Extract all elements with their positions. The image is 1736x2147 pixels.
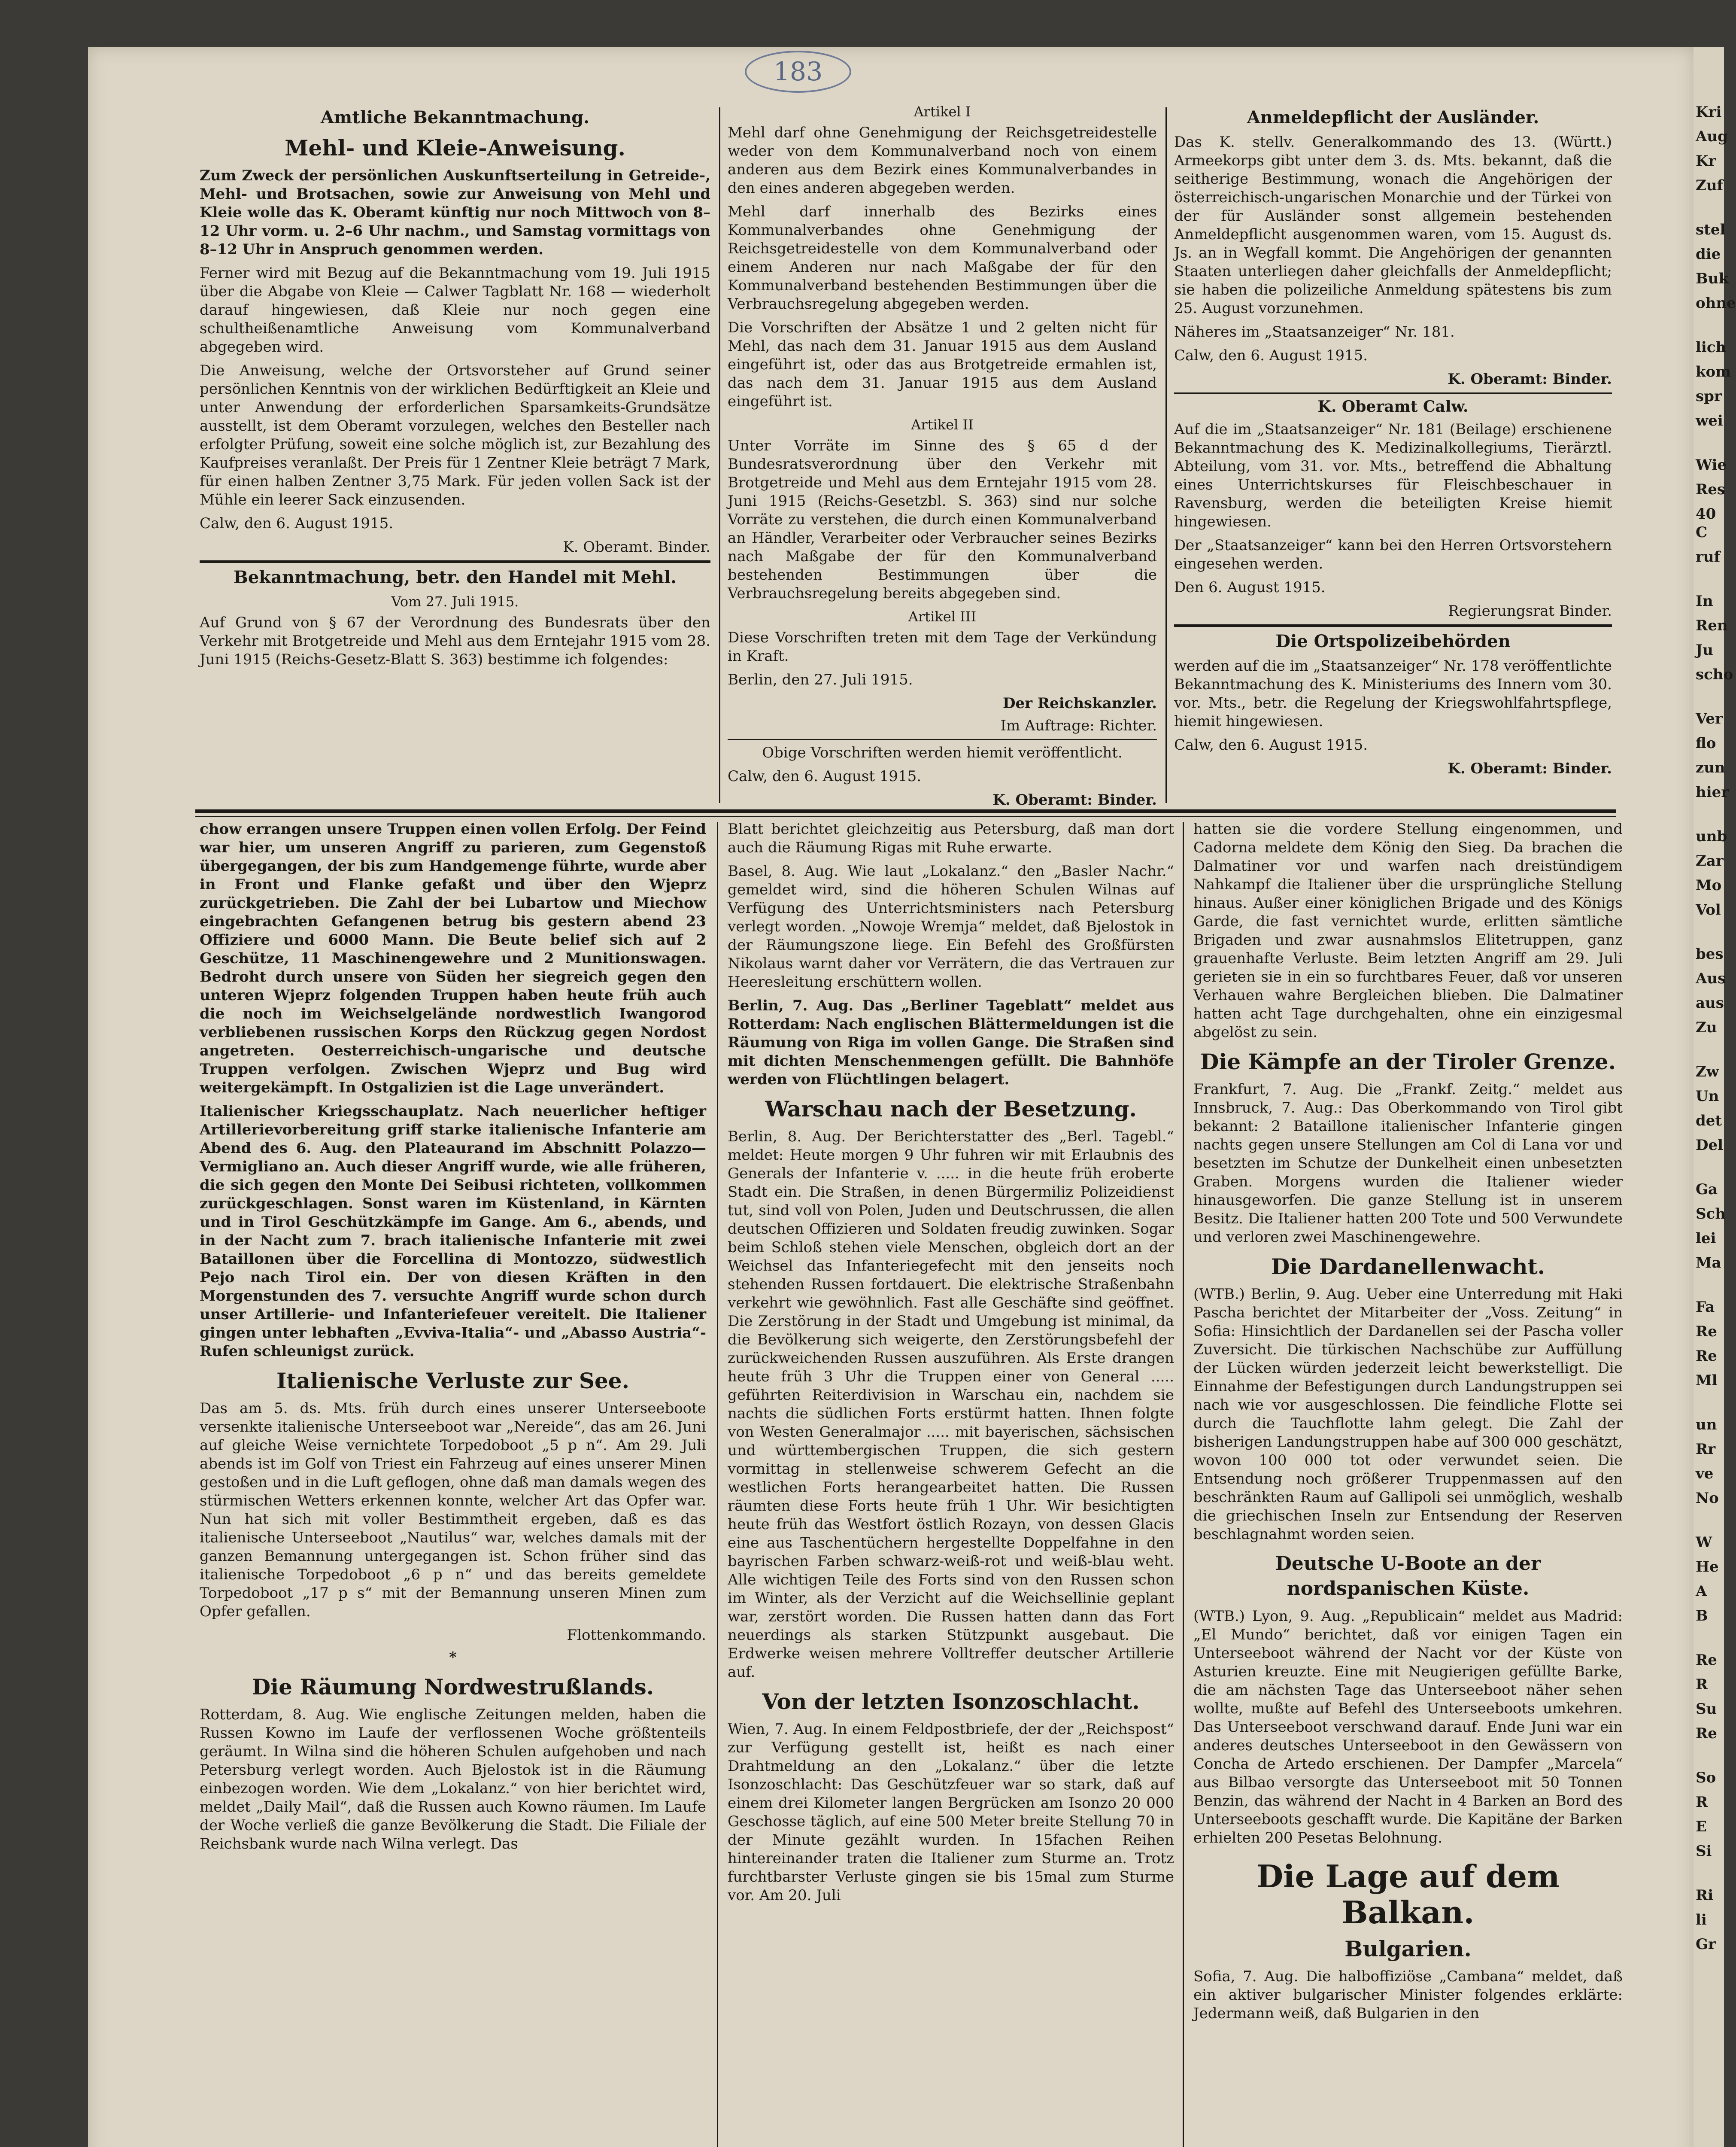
paragraph: Rotterdam, 8. Aug. Wie englische Zeitungen melden, haben die Russen Kowno im Laufe der verflossenen Woche größtenteils geräumt. In Wilna sind die höheren Schulen aufgehoben und nach Petersburg verlegt worden. Auch Bjelostok ist in die Räumung einbezogen worden. Wie dem „Lokalanz.“ von hier berichtet wird, meldet „Daily Mail“, daß die Russen auch Kowno räumen. Im Laufe der Woche verließ die ganze Bevölkerung die Stadt. Die Filiale der Reichsbank wurde nach Wilna verlegt. Das [200,1706,706,1852]
paragraph: Der „Staatsanzeiger“ kann bei den Herren Ortsvorstehern eingesehen werden. [1174,537,1612,572]
facing-page-fragments [1696,103,1736,1960]
facing-page-fragment: Res [1696,481,1726,498]
facing-page-fragment: A [1696,1583,1707,1600]
facing-page-fragment: R [1696,1676,1708,1693]
facing-page-fragment: Re [1696,1651,1717,1669]
heading-ortspolizei: Die Ortspolizeibehörden [1275,631,1511,651]
dateline: Calw, den 6. August 1915. [728,768,922,785]
signature: Der Reichskanzler. [1002,695,1157,712]
heading-handel-mehl: Bekanntmachung, betr. den Handel mit Mehl. [234,567,677,587]
facing-page-fragment: stel [1696,221,1726,238]
facing-page-fragment: Mo [1696,877,1722,894]
article-label: Artikel I [914,103,971,120]
facing-page-fragment: Re [1696,1725,1717,1742]
column-rule [1183,822,1184,2147]
paragraph: Basel, 8. Aug. Wie laut „Lokalanz.“ den „Basler Nachr.“ gemeldet wird, sind die höheren Schulen Wilnas auf Verfügung des Unterrichtsministers nach Petersburg verlegt worden. „Nowoje Wremja“ meldet, daß Bjelostok in der Räumungszone liege. Ein Befehl des Großfürsten Nikolaus warnt daher vor Verrätern, die das Vertrauen zur Heeresleitung erschüttern wollen. [728,863,1174,991]
facing-page-fragment: Kri [1696,103,1722,121]
facing-page-fragment: scho [1696,666,1733,683]
facing-page-fragment: Zu [1696,1019,1717,1036]
facing-page-fragment: Si [1696,1843,1712,1860]
facing-page-fragment: He [1696,1558,1719,1575]
facing-page-fragment: bes [1696,946,1724,963]
news-col3 [1193,820,1623,2147]
facing-page-fragment: Vol [1696,901,1721,918]
facing-page-fragment: lei [1696,1230,1716,1247]
paragraph: Berlin, 8. Aug. Der Berichterstatter des „Berl. Tagebl.“ meldet: Heute morgen 9 Uhr fuhren wir mit Erlaubnis des Generals der Infanterie v. ..... in die heute früh eroberte Stadt ein. Die Straßen, in denen Bürgermiliz Polizeidienst tut, sind voll von Polen, Juden und Deutschrussen, die allen deutschen Offizieren und Soldaten freudig zuwinken. Sogar beim Schloß stehen viele Menschen, obgleich dort an der Weichsel das Infanteriegefecht mit den jenseits noch stehenden Russen fortdauert. Die elektrische Straßenbahn verkehrt wie gewöhnlich. Fast alle Geschäfte sind geöffnet. Die Zerstörung in der Stadt und Umgebung ist minimal, da die Bevölkerung sich weigerte, den Zerstörungsbefehl der zurückweichenden Russen auszuführen. Als Erste drangen heute früh 3 Uhr die Truppen einer von General ..... geführten Reiterdivision in Warschau ein, nachdem sie nachts die südlichen Forts erstürmt hatten. Ihnen folgte von Westen Generalmajor ..... mit bayerischen, sächsischen und württembergischen Truppen, die sich gestern vormittag in stellenweise schwerem Gefecht an die westlichen Forts herangearbeitet hatten. Die Russen räumten diese Forts heute früh 1 Uhr. Wir besichtigten heute früh das Westfort östlich Rozayn, von dessen Glacis eine aus Taschentüchern hergestellte Doppelfahne in den bayrischen Farben schwarz-weiß-rot und weiß-blau weht. Alle wichtigen Teile des Forts sind von den Russen schon im Winter, als der Verzicht auf die Weichsellinie geplant war, zerstört worden. Die Russen hatten dann das Fort neuerdings als starken Stützpunkt ausgebaut. Die Erdwerke weisen mehrere Volltreffer deutscher Artillerie auf. [728,1128,1174,1681]
facing-page-fragment: ohne [1696,295,1736,312]
paragraph: Mehl darf innerhalb des Bezirks eines Kommunalverbandes ohne Genehmigung der Reichsgetreidestelle von dem Kommunalverband oder einem Anderen nur nach Maßgabe der für den Kommunalverband bestehenden Bestimmungen über die Verbrauchsregelung abgegeben werden. [728,203,1157,313]
facing-page-fragment: No [1696,1490,1719,1507]
facing-page-fragment: lich [1696,339,1727,356]
facing-page-fragment: Zw [1696,1063,1719,1080]
paragraph: Näheres im „Staatsanzeiger“ Nr. 181. [1174,323,1455,341]
column-rule [1165,107,1167,803]
paragraph: Berlin, 7. Aug. Das „Berliner Tageblatt“ meldet aus Rotterdam: Nach englischen Blättermeldungen ist die Räumung von Riga im vollen Gange. Die Straßen sind mit dichten Menschenmengen gefüllt. Die Bahnhöfe werden von Flüchtlingen belagert. [728,997,1174,1088]
dateline: Calw, den 6. August 1915. [200,515,394,532]
paragraph: Die Vorschriften der Absätze 1 und 2 gelten nicht für Mehl, das nach dem 31. Januar 1915 aus dem Ausland eingeführt ist, oder das aus Brotgetreide ermahlen ist, das nach dem 31. Januar 1915 aus dem Ausland eingeführt ist. [728,319,1157,410]
column-rule [719,107,720,803]
paragraph: Wien, 7. Aug. In einem Feldpostbriefe, der der „Reichspost“ zur Verfügung gestellt ist, heißt es nach einer Drahtmeldung an den „Lokalanz.“ über die letzte Isonzoschlacht: Das Geschützfeuer war so stark, daß auf einem drei Kilometer langen Bergrücken am Isonzo 20 000 Geschosse täglich, auf eine 500 Meter breite Stellung 70 in der Minute gezählt wurden. In 15fachen Reihen hintereinander traten die Italiener zum Sturme an. Trotz furchtbarster Verluste gingen sie bis 15mal zum Sturme vor. Am 20. Juli [728,1721,1174,1904]
paragraph: (WTB.) Berlin, 9. Aug. Ueber eine Unterredung mit Haki Pascha berichtet der Mitarbeiter der „Voss. Zeitung“ in Sofia: Hinsichtlich der Dardanellen sei der Pascha voller Zuversicht. Die türkischen Nachschübe zur Auffüllung der Lücken würden jederzeit leicht bewerkstelligt. Die Einnahme der Befestigungen durch Landungstruppen sei nach wie vor ausgeschlossen. Die feindliche Flotte sei durch die Tauchflotte lahm gelegt. Die Zahl der bisherigen Landungstruppen habe auf 300 000 geschätzt, wovon 100 000 tot oder verwundet seien. Die Entsendung noch größerer Truppenmassen auf den beschränkten Raum auf Gallipoli sei unmöglich, weshalb die griechischen Inseln zur Entsendung der Reserven beschlagnahmt worden seien. [1193,1286,1623,1543]
facing-page-fragment: aus [1696,994,1724,1012]
facing-page-fragment: flo [1696,735,1716,752]
signature: K. Oberamt: Binder. [992,791,1157,809]
heading-verluste-see: Italienische Verluste zur See. [276,1368,629,1393]
paragraph: Italienischer Kriegsschauplatz. Nach neuerlicher heftiger Artillerievorbereitung griff starke italienische Infanterie am Abend des 6. Aug. den Plateaurand im Abschnitt Polazzo—Vermigliano an. Auch dieser Angriff wurde, wie alle früheren, die sich gegen den Monte Dei Seibusi richteten, vollkommen zurückgeschlagen. Sonst waren im Küstenland, in Kärnten und in Tirol Geschützkämpfe im Gange. Am 6., abends, und in der Nacht zum 7. brach italienische Infanterie mit zwei Bataillonen über die Forcellina di Montozzo, südwestlich Pejo nach Tirol ein. Der von diesen Kräften in den Morgenstunden des 7. versuchte Angriff wurde schon durch unser Artillerie- und Infanteriefeuer vereitelt. Die Italiener gingen unter lebhaften „Evviva-Italia“- und „Abasso Austria“-Rufen schleunigst zurück. [200,1103,706,1360]
facing-page-fragment: Ml [1696,1372,1718,1389]
facing-page-fragment: Rr [1696,1441,1716,1458]
facing-page-fragment: spr [1696,388,1722,405]
paragraph: Das K. stellv. Generalkommando des 13. (Württ.) Armeekorps gibt unter dem 3. ds. Mts. bekannt, daß die seitherige Bestimmung, wonach die Angehörigen der österreichisch-ungarischen Monarchie und der Türkei von der für Ausländer sonst allgemein bestehenden Anmeldepflicht ausgenommen waren, vom 15. August ds. Js. an in Wegfall kommt. Die Angehörigen der genannten Staaten unterliegen daher gleichfalls der Anmeldepflicht; sie haben die polizeiliche Anmeldung spätestens bis zum 25. August vorzunehmen. [1174,134,1612,317]
newspaper-page [88,47,1694,2147]
facing-page-fragment: Aug [1696,128,1728,145]
divider [1174,624,1612,627]
facing-page-fragment: Ju [1696,642,1713,659]
facing-page-fragment: So [1696,1769,1716,1786]
facing-page-fragment: ruf [1696,548,1721,566]
section-rule [195,809,1616,813]
dateline: Calw, den 6. August 1915. [1174,736,1368,754]
pencil-page-number: 183 [745,51,851,93]
heading-isonzo: Von der letzten Isonzoschlacht. [762,1689,1140,1714]
paragraph: Sofia, 7. Aug. Die halboffiziöse „Cambana“ meldet, daß ein aktiver bulgarischer Minister folgendes erklärte: Jedermann weiß, daß Bulgarien in den [1193,1968,1623,2022]
facing-page-fragment: Zar [1696,852,1724,870]
facing-page-fragment: Fa [1696,1299,1715,1316]
paragraph: Das am 5. ds. Mts. früh durch eines unserer Unterseeboote versenkte italienische Unterseeboot war „Nereide“, das am 26. Juni auf gleiche Weise vernichtete Torpedoboot „5 p n“. Am 29. Juli abends ist im Golf von Triest ein Fahrzeug auf eines unserer Minen gestoßen und in die Luft geflogen, ohne daß man damals wegen des stürmischen Wetters erkennen konnte, welcher Art das Opfer war. Nun hat sich mit voller Bestimmtheit ergeben, daß es das italienische Unterseeboot „Nautilus“ war, welches damals mit der ganzen Bemannung untergegangen ist. Schon früher sind das italienische Torpedoboot „6 p n“ und das bereits gemeldete Torpedoboot „17 p s“ mit der Bemannung unseren Minen zum Opfer gefallen. [200,1400,706,1620]
column-rule [717,822,718,2147]
facing-page-fragment: Su [1696,1700,1717,1718]
facing-page-fragment: Buk [1696,270,1729,287]
article-label: Artikel II [911,417,974,433]
facing-page-fragment: E [1696,1818,1707,1835]
heading-tiroler-grenze: Die Kämpfe an der Tiroler Grenze. [1200,1049,1616,1074]
signature: Im Auftrage: Richter. [1000,717,1157,734]
facing-page-fragment: Un [1696,1088,1719,1105]
paragraph: werden auf die im „Staatsanzeiger“ Nr. 178 veröffentlichte Bekanntmachung des K. Ministeriums des Innern vom 30. vor. Mts., betr. die Regelung der Kriegswohlfahrtspflege, hiemit hingewiesen. [1174,657,1612,730]
facing-page-fragment: Kr [1696,152,1716,170]
facing-page-fragment: li [1696,1911,1707,1928]
dateline: Berlin, den 27. Juli 1915. [728,671,913,688]
section-rule-thin [195,816,1616,817]
paragraph: Die Anweisung, welche der Ortsvorsteher auf Grund seiner persönlichen Kenntnis von der wirklichen Bedürftigkeit an Kleie und unter Anwendung der erforderlichen Sparsamkeits-Grundsätze ausstellt, ist dem Oberamt vorzulegen, welches den Besteller nach erfolgter Prüfung, soweit eine solche möglich ist, zur Bezahlung des Kaufpreises veranlaßt. Der Preis für 1 Zentner Kleie beträgt 7 Mark, für einen halben Zentner 3,75 Mark. Für jeden vollen Sack ist der Mühle ein leerer Sack einzusenden. [200,362,710,508]
facing-page-fragment: B [1696,1607,1708,1624]
facing-page-fragment: Re [1696,1323,1717,1340]
facing-page-fragment: kom [1696,363,1731,380]
heading-raeumung: Die Räumung Nordwestrußlands. [252,1674,654,1700]
facing-page-fragment: In [1696,593,1713,610]
divider [728,739,1157,740]
paragraph: chow errangen unsere Truppen einen vollen Erfolg. Der Feind war hier, um unseren Angriff zu parieren, zum Gegenstoß übergegangen, der bis zum Handgemenge führte, wurde aber in Front und Flanke gefaßt und über den Wjeprz zurückgetrieben. Die Zahl der bei Lubartow und Miechow eingebrachten Gefangenen betrug bis gestern abend 23 Offiziere und 6000 Mann. Die Beute belief sich auf 2 Geschütze, 11 Maschinengewehre und 2 Munitionswagen. Bedroht durch unsere von Süden her siegreich gegen den unteren Wjeprz folgenden Truppen haben heute früh auch die noch im Weichselgelände nordwestlich Iwangorod verbliebenen russischen Korps den Rückzug gegen Nordost angetreten. Oesterreichisch-ungarische und deutsche Truppen verfolgen. Zwischen Wjeprz und Bug wird weitergekämpft. In Ostgalizien ist die Lage unverändert. [200,821,706,1096]
paragraph: Frankfurt, 7. Aug. Die „Frankf. Zeitg.“ meldet aus Innsbruck, 7. Aug.: Das Oberkommando von Tirol gibt bekannt: 2 Bataillone italienischer Infanterie gingen nachts gegen unsere Stellungen am Col di Lana vor und besetzten im Schutze der Dunkelheit einen unbesetzten Graben. Morgens wurden die Italiener wieder hinausgeworfen. Die ganze Stellung ist in unserem Besitz. Die Italiener hatten 200 Tote und 500 Verwundete und verloren zwei Maschinengewehre. [1193,1081,1623,1246]
facing-page-fragment: Zuf [1696,177,1724,194]
facing-page-fragment: unb [1696,828,1727,845]
paragraph: hatten sie die vordere Stellung eingenommen, und Cadorna meldete dem König den Sieg. Da brachen die Dalmatiner vor und warfen nach dreistündigem Nahkampf die Italiener über die ursprüngliche Stellung hinaus. Außer einer königlichen Brigade und des Königs Garde, die fast vernichtet wurde, erlitten sämtliche Brigaden und zwar ausnahmslos Elitetruppen, ganz grauenhafte Verluste. Beim letzten Angriff am 29. Juli gerieten sie in ein so furchtbares Feuer, daß vor unseren Verhauen wahre Bergleichen blieben. Die Dalmatiner hatten acht Tage durchgehalten, ohne ein einzigesmal abgelöst zu sein. [1193,821,1623,1041]
dateline: Calw, den 6. August 1915. [1174,347,1368,364]
divider [1174,392,1612,394]
paragraph: Auf die im „Staatsanzeiger“ Nr. 181 (Beilage) erschienene Bekanntmachung des K. Medizinalkollegiums, Tierärztl. Abteilung, vom 31. vor. Mts., betreffend die Abhaltung eines Unterrichtskurses für Fleischbeschauer in Ravensburg, werden die beteiligten Kreise hiemit hingewiesen. [1174,421,1612,530]
signature: K. Oberamt: Binder. [1448,371,1612,388]
heading-bulgarien: Bulgarien. [1344,1936,1472,1961]
signature: K. Oberamt: Binder. [1448,760,1612,777]
heading-balkan: Die Lage auf dem Balkan. [1256,1858,1560,1931]
heading-anmeldepflicht: Anmeldepflicht der Ausländer. [1247,107,1539,128]
facing-page-fragment: hier [1696,784,1729,801]
facing-page-fragment: W [1696,1534,1712,1551]
heading-oberamt-calw: K. Oberamt Calw. [1317,398,1469,416]
facing-page-fragment: zun [1696,759,1725,776]
facing-page-fragment: wei [1696,412,1723,429]
paragraph: Zum Zweck der persönlichen Auskunftserteilung in Getreide-, Mehl- und Brotsachen, sowie zur Anweisung von Mehl und Kleie wolle das K. Oberamt künftig nur noch Mittwoch von 8–12 Uhr vorm. u. 2–6 Uhr nachm., und Samstag vormittags von 8–12 Uhr in Anspruch genommen werden. [200,167,710,258]
facing-page-fragment: die [1696,246,1721,263]
facing-page-fragment: Sch [1696,1205,1726,1223]
facing-page-fragment: ve [1696,1465,1714,1482]
facing-page-fragment: un [1696,1416,1717,1433]
facing-page-fragment: 40 C [1696,505,1716,541]
signature: K. Oberamt. Binder. [563,538,710,556]
facing-page-fragment: Re [1696,1347,1717,1365]
signature: Flottenkommando. [567,1627,706,1644]
facing-page-fragment: Ri [1696,1887,1714,1904]
facing-page-fragment: R [1696,1794,1708,1811]
heading-mehl-kleie: Mehl- und Kleie-Anweisung. [285,135,625,161]
heading-amtliche: Amtliche Bekanntmachung. [320,107,590,128]
paragraph: Auf Grund von § 67 der Verordnung des Bundesrats über den Verkehr mit Brotgetreide und Mehl aus dem Erntejahr 1915 vom 28. Juni 1915 (Reichs-Gesetz-Blatt S. 363) bestimme ich folgendes: [200,614,710,668]
facing-page-fragment: Ma [1696,1254,1721,1271]
paragraph: (WTB.) Lyon, 9. Aug. „Republicain“ meldet aus Madrid: „El Mundo“ berichtet, daß vor einigen Tagen ein Unterseeboot während der Nacht vor der Küste von Asturien kreuzte. Eine mit Neugierigen gefüllte Barke, die am nächsten Tage das Unterseeboot näher sehen wollte, mußte auf Befehl des Unterseeboots umkehren. Das Unterseeboot verschwand darauf. Ende Juni war ein anderes deutsches Unterseeboot in den Gewässern von Concha de Artedo erschienen. Der Dampfer „Marcela“ aus Bilbao versorgte das Unterseeboot mit 50 Tonnen Benzin, das während der Nacht in 4 Barken an Bord des Unterseeboots geschafft wurde. Die Kapitäne der Barken erhielten 200 Pesetas Belohnung. [1193,1608,1623,1846]
heading-warschau: Warschau nach der Besetzung. [765,1096,1137,1122]
col2-articles [728,103,1157,807]
facing-page-fragment: det [1696,1112,1722,1129]
news-col1 [200,820,706,2147]
facing-page-fragment: Ren [1696,617,1728,634]
dateline: Vom 27. Juli 1915. [391,593,519,610]
paragraph: Ferner wird mit Bezug auf die Bekanntmachung vom 19. Juli 1915 über die Abgabe von Kleie — Calwer Tagblatt Nr. 168 — wiederholt darauf hingewiesen, daß Kleie nur noch gegen eine schultheißenamtliche Anweisung vom Kommunalverband abgegeben wird. [200,265,710,356]
divider [200,560,710,563]
heading-u-boote: Deutsche U-Boote an der nordspanischen Küste. [1275,1553,1541,1600]
separator-star: * [449,1649,457,1666]
article-label: Artikel III [908,608,977,625]
signature: Regierungsrat Binder. [1448,602,1612,620]
facing-page-fragment: Del [1696,1137,1724,1154]
paragraph: Unter Vorräte im Sinne des § 65 d der Bundesratsverordnung über den Verkehr mit Brotgetreide und Mehl aus dem Erntejahr 1915 vom 28. Juni 1915 (Reichs-Gesetzbl. S. 363) sind nur solche Vorräte zu verstehen, die durch einen Kommunalverband an Händler, Verarbeiter oder Verbraucher seines Bezirks nach Maßgabe der für den Kommunalverband bestehenden Bestimmungen über die Verbrauchsregelung bereits abgegeben sind. [728,437,1157,602]
facing-page-fragment: Ga [1696,1181,1718,1198]
facing-page-fragment: Gr [1696,1936,1716,1953]
facing-page-fragment: Ver [1696,710,1723,727]
facing-page-fragment: Wie [1696,456,1727,474]
paragraph: Blatt berichtet gleichzeitig aus Petersburg, daß man dort auch die Räumung Rigas mit Ruhe erwarte. [728,821,1174,856]
news-col2 [728,820,1174,2147]
facing-page-fragment: Aus [1696,970,1726,987]
paragraph: Diese Vorschriften treten mit dem Tage der Verkündung in Kraft. [728,629,1157,665]
heading-dardanellen: Die Dardanellenwacht. [1271,1254,1545,1279]
paragraph: Obige Vorschriften werden hiemit veröffentlicht. [762,744,1123,761]
col3-announcements [1174,103,1612,807]
col1-announcements [200,103,710,807]
paragraph: Mehl darf ohne Genehmigung der Reichsgetreidestelle weder von dem Kommunalverband noch von einem anderen aus dem Bezirk eines Kommunalverbandes in den eines anderen abgegeben werden. [728,124,1157,197]
dateline: Den 6. August 1915. [1174,579,1326,596]
